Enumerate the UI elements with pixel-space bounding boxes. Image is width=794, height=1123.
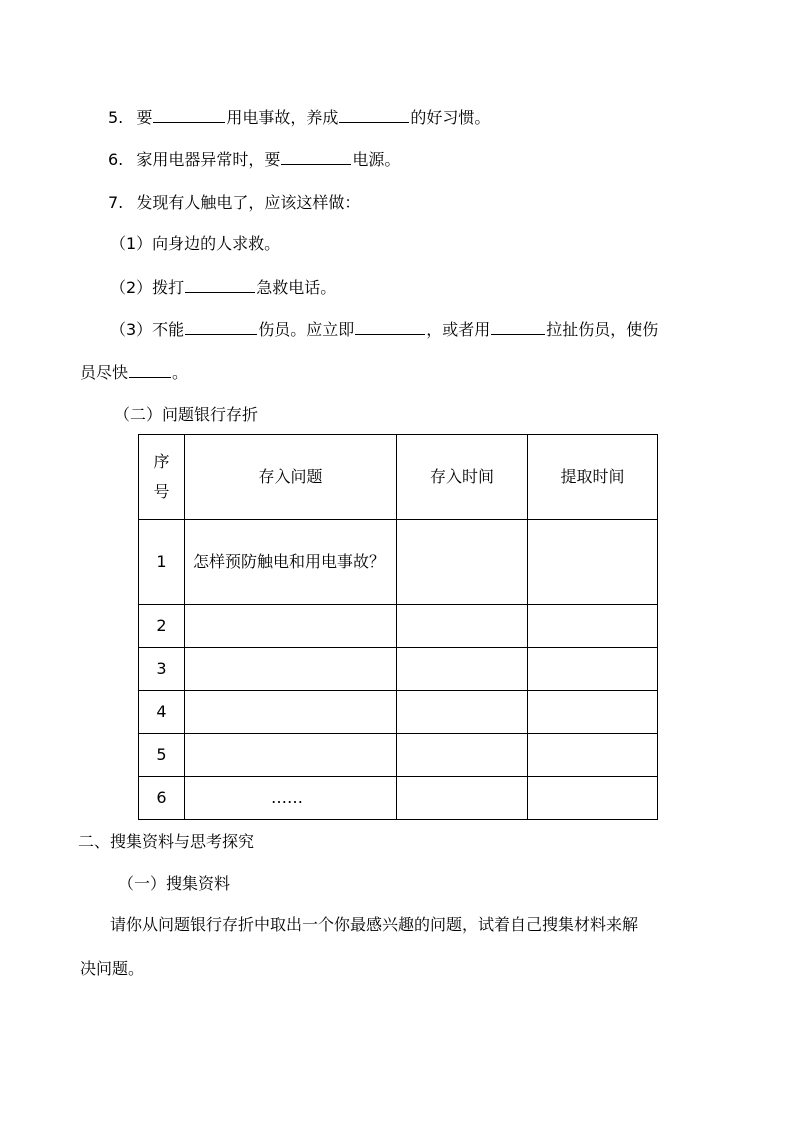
row-withdraw-time[interactable] <box>528 777 658 820</box>
row-seq: 3 <box>139 648 185 691</box>
section-heading: （二）问题银行存折 <box>114 405 259 424</box>
item-number: 6. <box>108 150 124 169</box>
answer-blank[interactable] <box>185 318 257 335</box>
answer-blank[interactable] <box>129 361 171 378</box>
row-deposit-time[interactable] <box>397 734 528 777</box>
header-seq <box>139 435 185 520</box>
table-row <box>139 691 658 734</box>
row-deposit-time[interactable] <box>397 691 528 734</box>
row-question[interactable] <box>185 605 397 648</box>
item-text: （3）不能 <box>110 320 185 339</box>
row-withdraw-time[interactable] <box>528 691 658 734</box>
paragraph-text: 决问题。 <box>80 959 145 978</box>
answer-blank[interactable] <box>491 318 545 335</box>
row-deposit-time[interactable] <box>397 648 528 691</box>
row-question[interactable]: …… <box>185 777 397 820</box>
item-text: 家用电器异常时，要 <box>136 150 281 169</box>
header-question: 存入问题 <box>185 435 397 520</box>
sub-item-2 <box>110 276 336 299</box>
question-bank-table <box>138 434 658 820</box>
item-text: （2）拨打 <box>110 278 185 297</box>
row-deposit-time[interactable] <box>397 777 528 820</box>
item-text: 伤员。应立即 <box>258 320 355 339</box>
item-text: （1）向身边的人求救。 <box>110 234 281 253</box>
item-text: 。 <box>172 363 189 382</box>
sub-item-3 <box>110 318 658 341</box>
row-question[interactable] <box>185 648 397 691</box>
item-text: 员尽快 <box>80 363 129 382</box>
section-2-paragraph-line-2 <box>80 958 144 980</box>
row-seq: 2 <box>139 605 185 648</box>
table-row <box>139 777 658 820</box>
row-deposit-time[interactable] <box>397 520 528 605</box>
row-withdraw-time[interactable] <box>528 648 658 691</box>
row-question[interactable] <box>185 734 397 777</box>
item-text: 要 <box>136 108 153 127</box>
section-2-paragraph-line-1 <box>110 914 638 936</box>
section-2-title <box>78 831 254 853</box>
fill-item-5 <box>108 106 490 129</box>
answer-blank[interactable] <box>281 148 351 165</box>
item-text: 用电事故，养成 <box>226 108 339 127</box>
row-withdraw-time[interactable] <box>528 520 658 605</box>
table-row <box>139 648 658 691</box>
row-seq: 6 <box>139 777 185 820</box>
sub-item-1 <box>110 233 280 255</box>
fill-item-7 <box>108 192 360 214</box>
fill-item-6 <box>108 148 400 171</box>
row-question[interactable]: 怎样预防触电和用电事故？ <box>185 520 397 605</box>
table-row <box>139 734 658 777</box>
answer-blank[interactable] <box>355 318 425 335</box>
bank-section-title <box>114 404 258 426</box>
section-heading: 二、搜集资料与思考探究 <box>78 832 255 851</box>
item-number: 7. <box>108 193 124 212</box>
item-text: 的好习惯。 <box>410 108 491 127</box>
header-deposit-time: 存入时间 <box>397 435 528 520</box>
item-text: 急救电话。 <box>256 278 337 297</box>
row-withdraw-time[interactable] <box>528 605 658 648</box>
row-seq: 4 <box>139 691 185 734</box>
item-text: ，或者用 <box>426 320 491 339</box>
paragraph-text: 请你从问题银行存折中取出一个你最感兴趣的问题，试着自己搜集材料来解 <box>110 915 639 934</box>
table-row <box>139 520 658 605</box>
header-seq-top: 序 <box>153 452 170 471</box>
header-seq-bottom: 号 <box>153 482 170 501</box>
sub-item-3-continued <box>80 361 188 384</box>
item-text: 拉扯伤员，使伤 <box>546 320 659 339</box>
row-question[interactable] <box>185 691 397 734</box>
table-row <box>139 605 658 648</box>
answer-blank[interactable] <box>185 276 255 293</box>
answer-blank[interactable] <box>339 106 409 123</box>
section-2-subtitle <box>118 873 230 895</box>
answer-blank[interactable] <box>153 106 225 123</box>
row-deposit-time[interactable] <box>397 605 528 648</box>
row-withdraw-time[interactable] <box>528 734 658 777</box>
row-seq: 5 <box>139 734 185 777</box>
item-text: 发现有人触电了，应该这样做： <box>136 193 361 212</box>
table-header-row <box>139 435 658 520</box>
item-number: 5. <box>108 108 124 127</box>
subsection-heading: （一）搜集资料 <box>118 874 231 893</box>
row-seq: 1 <box>139 520 185 605</box>
header-withdraw-time: 提取时间 <box>528 435 658 520</box>
item-text: 电源。 <box>352 150 401 169</box>
